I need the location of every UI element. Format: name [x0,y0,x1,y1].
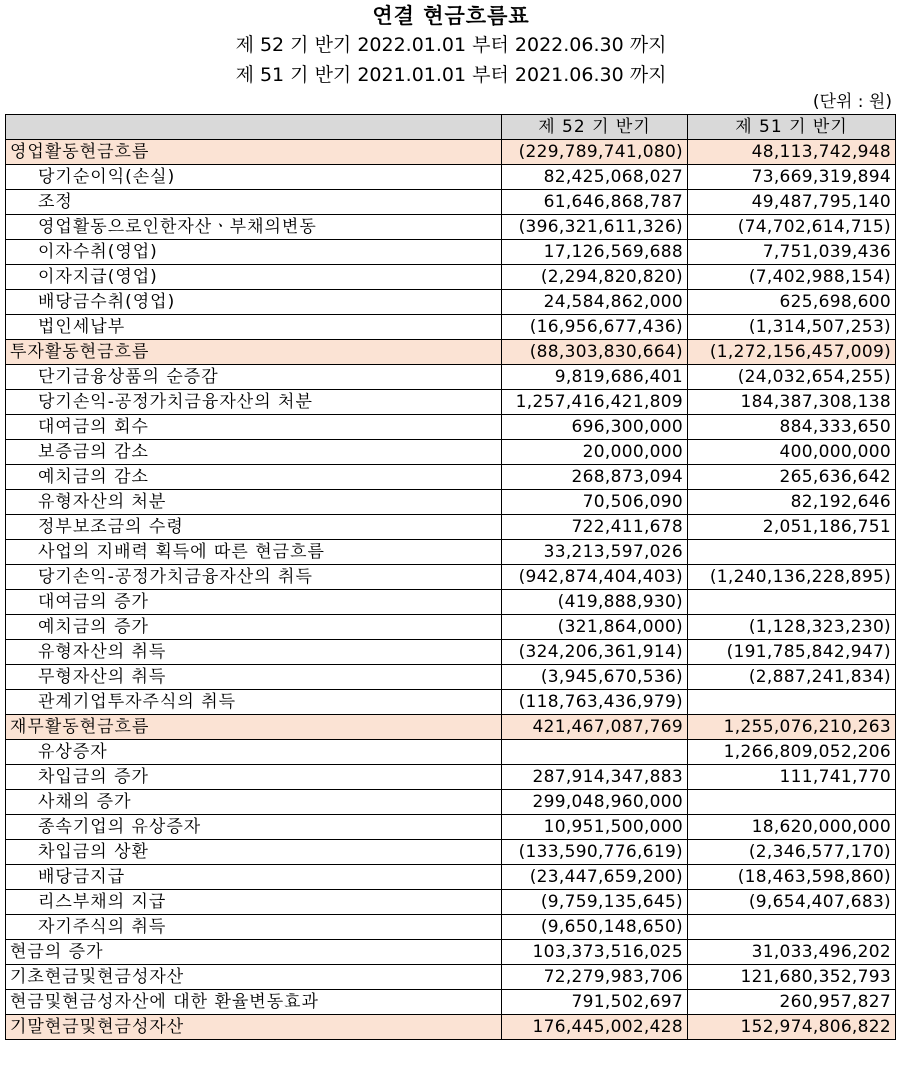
prior-period-value: (1,240,136,228,895) [688,565,896,590]
table-row [6,615,896,640]
unit-label: (단위 : 원) [812,92,892,112]
table-row [6,440,896,465]
row-label: 종속기업의 유상증자 [6,815,502,840]
current-period-value: (16,956,677,436) [502,315,688,340]
prior-period-value: (18,463,598,860) [688,865,896,890]
prior-period-value: 625,698,600 [688,290,896,315]
current-period-value: (9,650,148,650) [502,915,688,940]
row-label: 이자수취(영업) [6,240,502,265]
row-label: 예치금의 감소 [6,465,502,490]
prior-period-value: 1,266,809,052,206 [688,740,896,765]
table-row [6,865,896,890]
row-label: 현금의 증가 [6,940,502,965]
table-row [6,790,896,815]
cash-flow-table [5,114,896,1040]
current-period-value: 103,373,516,025 [502,940,688,965]
row-label: 배당금수취(영업) [6,290,502,315]
row-label: 자기주식의 취득 [6,915,502,940]
row-label: 배당금지급 [6,865,502,890]
current-period-value: 72,279,983,706 [502,965,688,990]
row-label: 사업의 지배력 획득에 따른 현금흐름 [6,540,502,565]
current-period-value: 421,467,087,769 [502,715,688,740]
current-period-value: (133,590,776,619) [502,840,688,865]
table-row [6,965,896,990]
current-period-value: 20,000,000 [502,440,688,465]
current-period-value: (88,303,830,664) [502,340,688,365]
prior-period-value: 49,487,795,140 [688,190,896,215]
statement-title: 연결 현금흐름표 [372,4,530,28]
row-label: 무형자산의 취득 [6,665,502,690]
prior-period-value: (7,402,988,154) [688,265,896,290]
prior-period-value: (1,314,507,253) [688,315,896,340]
current-period-value: 1,257,416,421,809 [502,390,688,415]
row-label: 예치금의 증가 [6,615,502,640]
prior-period-value: (24,032,654,255) [688,365,896,390]
current-period-value: 268,873,094 [502,465,688,490]
row-label: 대여금의 회수 [6,415,502,440]
row-label: 유상증자 [6,740,502,765]
table-row [6,315,896,340]
prior-period-value: (1,272,156,457,009) [688,340,896,365]
row-label: 사채의 증가 [6,790,502,815]
row-label: 당기순이익(손실) [6,165,502,190]
row-label: 조정 [6,190,502,215]
row-label: 보증금의 감소 [6,440,502,465]
prior-period-value [688,790,896,815]
current-period-value: (9,759,135,645) [502,890,688,915]
section-row [6,1015,896,1040]
prior-period-value: 82,192,646 [688,490,896,515]
current-period-value: 299,048,960,000 [502,790,688,815]
table-row [6,415,896,440]
table-row [6,940,896,965]
current-period-value: 33,213,597,026 [502,540,688,565]
current-period-value: 70,506,090 [502,490,688,515]
row-label: 차입금의 증가 [6,765,502,790]
table-row [6,840,896,865]
prior-period-value: (2,346,577,170) [688,840,896,865]
prior-period-value: 400,000,000 [688,440,896,465]
section-row [6,340,896,365]
table-row [6,190,896,215]
table-row [6,640,896,665]
prior-period-value [688,690,896,715]
row-label: 정부보조금의 수령 [6,515,502,540]
current-period-value: (324,206,361,914) [502,640,688,665]
section-row [6,715,896,740]
prior-period-value: 121,680,352,793 [688,965,896,990]
row-label: 유형자산의 취득 [6,640,502,665]
current-period-value: 82,425,068,027 [502,165,688,190]
prior-period-value [688,540,896,565]
current-period-value: 24,584,862,000 [502,290,688,315]
current-period-value: (2,294,820,820) [502,265,688,290]
prior-period-value: 152,974,806,822 [688,1015,896,1040]
row-label: 현금및현금성자산에 대한 환율변동효과 [6,990,502,1015]
table-row [6,915,896,940]
prior-period-value: 260,957,827 [688,990,896,1015]
current-period-value: (118,763,436,979) [502,690,688,715]
current-period-value: 9,819,686,401 [502,365,688,390]
current-period-value: (942,874,404,403) [502,565,688,590]
table-header-row [6,115,896,140]
prior-period-value: (2,887,241,834) [688,665,896,690]
prior-period-value: 884,333,650 [688,415,896,440]
current-period-value: (396,321,611,326) [502,215,688,240]
table-body [6,140,896,1040]
statement-header [0,0,902,114]
table-row [6,565,896,590]
table-row [6,740,896,765]
prior-period-value [688,915,896,940]
table-row [6,515,896,540]
current-period-value: 17,126,569,688 [502,240,688,265]
table-row [6,815,896,840]
prior-period-value: 1,255,076,210,263 [688,715,896,740]
prior-period-value [688,590,896,615]
row-label: 단기금융상품의 순증감 [6,365,502,390]
table-row [6,290,896,315]
prior-period-value: 111,741,770 [688,765,896,790]
current-period-value: 176,445,002,428 [502,1015,688,1040]
row-label: 유형자산의 처분 [6,490,502,515]
row-label: 투자활동현금흐름 [6,340,502,365]
prior-period-value: (9,654,407,683) [688,890,896,915]
period-prior: 제 51 기 반기 2021.01.01 부터 2021.06.30 까지 [235,64,667,86]
current-period-value: (23,447,659,200) [502,865,688,890]
table-row [6,390,896,415]
row-label: 재무활동현금흐름 [6,715,502,740]
table-row [6,890,896,915]
table-row [6,765,896,790]
table-row [6,240,896,265]
current-period-value: 791,502,697 [502,990,688,1015]
header-current-period: 제 52 기 반기 [502,115,688,140]
current-period-value: (229,789,741,080) [502,140,688,165]
header-account [6,115,502,140]
header-prior-period: 제 51 기 반기 [688,115,896,140]
current-period-value: (3,945,670,536) [502,665,688,690]
table-row [6,265,896,290]
prior-period-value: (191,785,842,947) [688,640,896,665]
table-row [6,590,896,615]
current-period-value: 287,914,347,883 [502,765,688,790]
prior-period-value: 31,033,496,202 [688,940,896,965]
current-period-value: 696,300,000 [502,415,688,440]
row-label: 차입금의 상환 [6,840,502,865]
row-label: 이자지급(영업) [6,265,502,290]
prior-period-value: 73,669,319,894 [688,165,896,190]
row-label: 기말현금및현금성자산 [6,1015,502,1040]
row-label: 리스부채의 지급 [6,890,502,915]
section-row [6,140,896,165]
prior-period-value: 7,751,039,436 [688,240,896,265]
table-row [6,490,896,515]
row-label: 당기손익-공정가치금융자산의 처분 [6,390,502,415]
prior-period-value: 2,051,186,751 [688,515,896,540]
current-period-value [502,740,688,765]
row-label: 법인세납부 [6,315,502,340]
table-row [6,990,896,1015]
prior-period-value: (74,702,614,715) [688,215,896,240]
table-row [6,165,896,190]
row-label: 대여금의 증가 [6,590,502,615]
table-row [6,540,896,565]
prior-period-value: 184,387,308,138 [688,390,896,415]
table-row [6,465,896,490]
table-row [6,365,896,390]
period-current: 제 52 기 반기 2022.01.01 부터 2022.06.30 까지 [235,34,667,56]
row-label: 기초현금및현금성자산 [6,965,502,990]
row-label: 영업활동으로인한자산ㆍ부채의변동 [6,215,502,240]
current-period-value: (419,888,930) [502,590,688,615]
table-row [6,215,896,240]
row-label: 영업활동현금흐름 [6,140,502,165]
prior-period-value: 265,636,642 [688,465,896,490]
current-period-value: (321,864,000) [502,615,688,640]
current-period-value: 61,646,868,787 [502,190,688,215]
prior-period-value: 18,620,000,000 [688,815,896,840]
table-row [6,665,896,690]
current-period-value: 10,951,500,000 [502,815,688,840]
row-label: 관계기업투자주식의 취득 [6,690,502,715]
current-period-value: 722,411,678 [502,515,688,540]
row-label: 당기손익-공정가치금융자산의 취득 [6,565,502,590]
prior-period-value: (1,128,323,230) [688,615,896,640]
table-row [6,690,896,715]
prior-period-value: 48,113,742,948 [688,140,896,165]
